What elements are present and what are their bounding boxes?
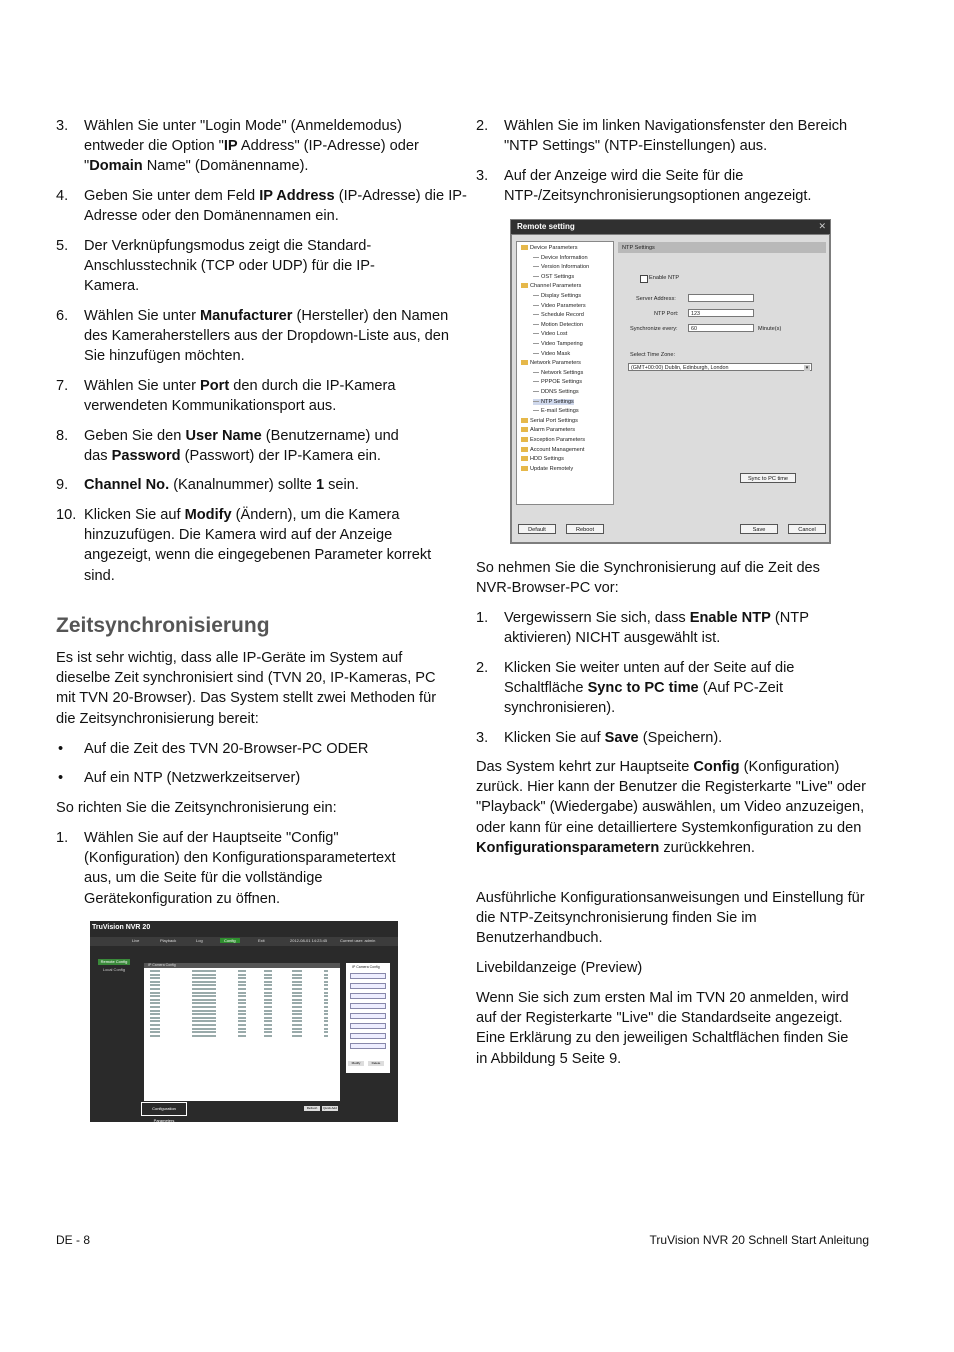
nvr-tab-exit[interactable]: Exit [258,938,265,943]
table-row[interactable] [146,981,336,984]
config-return-paragraph: Das System kehrt zur Hauptseite Config (Konfiguration) zurück. Hier kann der Benutzer die Registerkarte "Live" oder "Playback" (Wiedergabe) auswählen, um Video anzuzeigen, oder kann für eine detailliertere Systemkonfiguration zu den Konfigurationsparametern zurückkehren. [476,759,866,856]
step-text: Geben Sie unter dem Feld IP Address (IP-Adresse) die IP-Adresse oder den Domänennamen ein. [84,188,467,225]
step-number: 1. [56,830,69,846]
tree-branch-icon [533,266,539,267]
first-login-paragraph: Wenn Sie sich zum ersten Mal im TVN 20 anmelden, wird auf der Registerkarte "Live" die Standardseite angezeigt. Eine Erklärung zu den jeweiligen Schaltflächen finden Sie in Abbildung 5 Seite 9. [476,990,849,1067]
intro-paragraph: Es ist sehr wichtig, dass alle IP-Geräte im System auf dieselbe Zeit synchronisiert sind (TVN 20, IP-Kameras, PC mit TVN 20-Browser). Das System stellt zwei Methoden für die Zeitsynchronisierung bereit: [56,650,437,727]
step-number: 3. [476,730,489,746]
step-text: Wählen Sie im linken Navigationsfenster den Bereich "NTP Settings" (NTP-Einstellungen) aus. [504,118,848,155]
sync-unit-label: Minute(s) [758,326,782,332]
tree-item[interactable]: Motion Detection [533,322,583,328]
tree-item[interactable]: Video Tampering [533,341,583,347]
table-row[interactable] [146,992,336,995]
table-row[interactable] [146,1020,336,1023]
cancel-button[interactable]: Cancel [788,524,826,534]
nvr-camera-panel [346,963,390,1073]
enable-ntp-label: Enable NTP [649,275,680,281]
folder-icon [521,427,528,432]
nvr-tab-log[interactable]: Log [196,938,203,943]
nvr-current-user: Current user: admin [340,938,376,943]
table-row[interactable] [146,1028,336,1031]
table-row[interactable] [146,1013,336,1016]
table-row[interactable] [146,1031,336,1034]
step-text: Channel No. (Kanalnummer) sollte 1 sein. [84,477,359,493]
step-number: 10. [56,507,77,523]
ntp-section-header: NTP Settings [618,242,826,253]
tree-branch-icon [533,324,539,325]
nvr-panel-field[interactable] [350,983,386,989]
enable-ntp-checkbox[interactable] [640,275,648,283]
nvr-panel-field[interactable] [350,1003,386,1009]
step-text: Der Verknüpfungsmodus zeigt die Standard-Anschlusstechnik (TCP oder UDP) für die IP-Kamera. [84,238,375,295]
step-text: Klicken Sie auf Modify (Ändern), um die Kamera hinzuzufügen. Die Kamera wird auf der Anzeige angezeigt, wenn die eingegebenen Parameter korrekt sind. [84,507,432,584]
nvr-title: TruVision NVR 20 [92,924,151,931]
time-zone-select[interactable]: (GMT+00:00) Dublin, Edinburgh, London ▾ [628,363,812,371]
step-text: Wählen Sie unter Port den durch die IP-Kamera verwendeten Kommunikationsport aus. [84,378,396,415]
section-heading: Zeitsynchronisierung [56,614,270,637]
dialog-title-bar [511,220,830,234]
step-number: 2. [476,660,489,676]
nvr-quick-add-button[interactable]: Quick Add [323,1106,337,1110]
folder-icon [521,418,528,423]
remote-setting-dialog [510,219,831,544]
sync-intro: So nehmen Sie die Synchronisierung auf die Zeit des NVR-Browser-PC vor: [476,560,820,597]
nvr-camera-table [144,963,340,1101]
folder-icon [521,456,528,461]
sync-interval-input[interactable]: 60 [688,324,754,332]
nvr-side-local-config[interactable]: Local Config [102,967,126,972]
step-text: Wählen Sie auf der Hauptseite "Config" (Konfiguration) den Konfigurationsparametertext aus, um die Seite für die vollständige Gerätekonfiguration zu öffnen. [84,830,396,907]
step-number: 9. [56,477,69,493]
nvr-refresh-button[interactable]: Refresh [304,1106,320,1111]
tree-item[interactable]: Channel Parameters [521,283,581,289]
bullet-marker: • [58,770,64,786]
tree-item[interactable]: Video Mask [533,351,570,357]
table-row[interactable] [146,1010,336,1013]
step-number: 3. [476,168,489,184]
tree-branch-icon [533,410,539,411]
table-row[interactable] [146,977,336,980]
tree-item[interactable]: DDNS Settings [533,389,579,395]
step-number: 8. [56,428,69,444]
nvr-tab-live[interactable]: Live [132,938,140,943]
nvr-datetime: 2012-08-01 14:23:45 [290,938,328,943]
step-text: Geben Sie den User Name (Benutzername) und das Password (Passwort) der IP-Kamera ein. [84,428,399,465]
table-row[interactable] [146,974,336,977]
tree-branch-icon [533,333,539,334]
tree-item[interactable]: Account Management [521,447,584,453]
table-row[interactable] [146,999,336,1002]
nvr-side-remote-config[interactable]: Remote Config [98,959,130,965]
tree-item[interactable]: HDD Settings [521,456,564,462]
server-address-input[interactable] [688,294,754,302]
footer-page-number: DE - 8 [56,1233,91,1247]
tree-item[interactable]: OST Settings [533,274,574,280]
step-text: Klicken Sie weiter unten auf der Seite auf die Schaltfläche Sync to PC time (Auf PC-Zeit synchronisieren). [504,660,795,717]
table-row[interactable] [146,984,336,987]
tree-branch-icon [533,305,539,306]
tree-item[interactable]: NTP Settings [533,399,574,405]
folder-icon [521,283,528,288]
tree-branch-icon [533,295,539,296]
tree-item[interactable]: Display Settings [533,293,581,299]
chevron-down-icon: ▾ [805,365,809,371]
dialog-body [512,235,829,542]
nvr-table-header: IP Camera Config [144,963,340,968]
tree-item[interactable]: Serial Port Settings [521,418,578,424]
step-number: 1. [476,610,489,626]
table-row[interactable] [146,995,336,998]
sync-interval-label: Synchronize every: [630,326,678,332]
folder-icon [521,360,528,365]
settings-tree [516,241,614,505]
setup-intro: So richten Sie die Zeitsynchronisierung ein: [56,800,337,816]
nvr-panel-field[interactable] [350,1023,386,1029]
nvr-modify-button[interactable]: Modify [348,1061,364,1066]
tree-branch-icon [533,381,539,382]
tree-item[interactable]: Device Parameters [521,245,578,251]
tree-branch-icon [533,372,539,373]
tree-item[interactable]: Update Remotely [521,466,573,472]
folder-icon [521,245,528,250]
step-text: Vergewissern Sie sich, dass Enable NTP (NTP aktivieren) NICHT ausgewählt ist. [504,610,809,647]
table-row[interactable] [146,1035,336,1038]
nvr-delete-button[interactable]: Delete [368,1061,384,1066]
table-row[interactable] [146,970,336,973]
ntp-port-input[interactable]: 123 [688,309,754,317]
tree-branch-icon [533,257,539,258]
bullet-item: Auf ein NTP (Netzwerkzeitserver) [84,770,301,786]
tree-branch-icon [533,314,539,315]
step-number: 3. [56,118,69,134]
nvr-panel-field[interactable] [350,973,386,979]
tree-branch-icon [533,276,539,277]
tree-item[interactable]: Device Information [533,255,588,261]
tree-item[interactable]: Version Information [533,264,589,270]
nvr-tab-bar [90,937,398,946]
bullet-marker: • [58,741,64,757]
table-row[interactable] [146,988,336,991]
preview-heading: Livebildanzeige (Preview) [476,960,643,976]
tree-branch-icon [533,353,539,354]
nvr-panel-field[interactable] [350,993,386,999]
nvr-config-screenshot [90,921,398,1122]
tree-item[interactable]: Exception Parameters [521,437,585,443]
tree-item[interactable]: Network Parameters [521,360,581,366]
step-text: Wählen Sie unter "Login Mode" (Anmeldemodus) entweder die Option "IP Address" (IP-Adresse) oder "Domain Name" (Domänenname). [84,118,419,175]
nvr-panel-title: IP Camera Config [352,965,380,969]
nvr-panel-field[interactable] [350,1033,386,1039]
server-address-label: Server Address: [636,296,676,302]
nvr-tab-playback[interactable]: Playback [160,938,177,943]
step-number: 2. [476,118,489,134]
step-number: 5. [56,238,69,254]
tree-branch-icon [533,401,539,402]
step-text: Klicken Sie auf Save (Speichern). [504,730,723,746]
sync-to-pc-time-button[interactable]: Sync to PC time [740,473,796,483]
tree-branch-icon [533,391,539,392]
tree-item[interactable]: Network Settings [533,370,583,376]
time-zone-label: Select Time Zone: [630,352,676,358]
step-text: Auf der Anzeige wird die Seite für die NTP-/Zeitsynchronisierungsoptionen angezeigt. [504,168,812,205]
folder-icon [521,466,528,471]
tree-item[interactable]: Video Lost [533,331,567,337]
ntp-port-label: NTP Port: [654,311,679,317]
folder-icon [521,447,528,452]
manual-paragraph: Ausführliche Konfigurationsanweisungen und Einstellung für die NTP-Zeitsynchronisierung finden Sie im Benutzerhandbuch. [476,890,865,947]
dialog-title: Remote setting [517,222,575,231]
table-row[interactable] [146,1006,336,1009]
nvr-panel-field[interactable] [350,1043,386,1049]
tree-item[interactable]: Schedule Record [533,312,584,318]
tree-item[interactable]: Video Parameters [533,303,586,309]
bullet-item: Auf die Zeit des TVN 20-Browser-PC ODER [84,741,369,757]
tree-item[interactable]: Alarm Parameters [521,427,575,433]
tree-branch-icon [533,343,539,344]
nvr-config-parameters-button[interactable]: Configuration Parameters [141,1102,187,1116]
step-number: 6. [56,308,69,324]
folder-icon [521,437,528,442]
nvr-panel-field[interactable] [350,1013,386,1019]
step-number: 4. [56,188,69,204]
table-row[interactable] [146,1017,336,1020]
footer-document-title: TruVision NVR 20 Schnell Start Anleitung [649,1233,869,1247]
table-row[interactable] [146,1024,336,1027]
step-number: 7. [56,378,69,394]
table-row[interactable] [146,1002,336,1005]
default-button[interactable]: Default [518,524,556,534]
close-icon[interactable]: ✕ [818,221,826,231]
step-text: Wählen Sie unter Manufacturer (Hersteller) den Namen des Kameraherstellers aus der Dropdown-Liste aus, den Sie hinzufügen möchten. [84,308,450,365]
reboot-button[interactable]: Reboot [566,524,604,534]
nvr-tab-config[interactable]: Config [220,938,240,943]
save-button[interactable]: Save [740,524,778,534]
tree-item[interactable]: PPPOE Settings [533,379,582,385]
tree-item[interactable]: E-mail Settings [533,408,579,414]
